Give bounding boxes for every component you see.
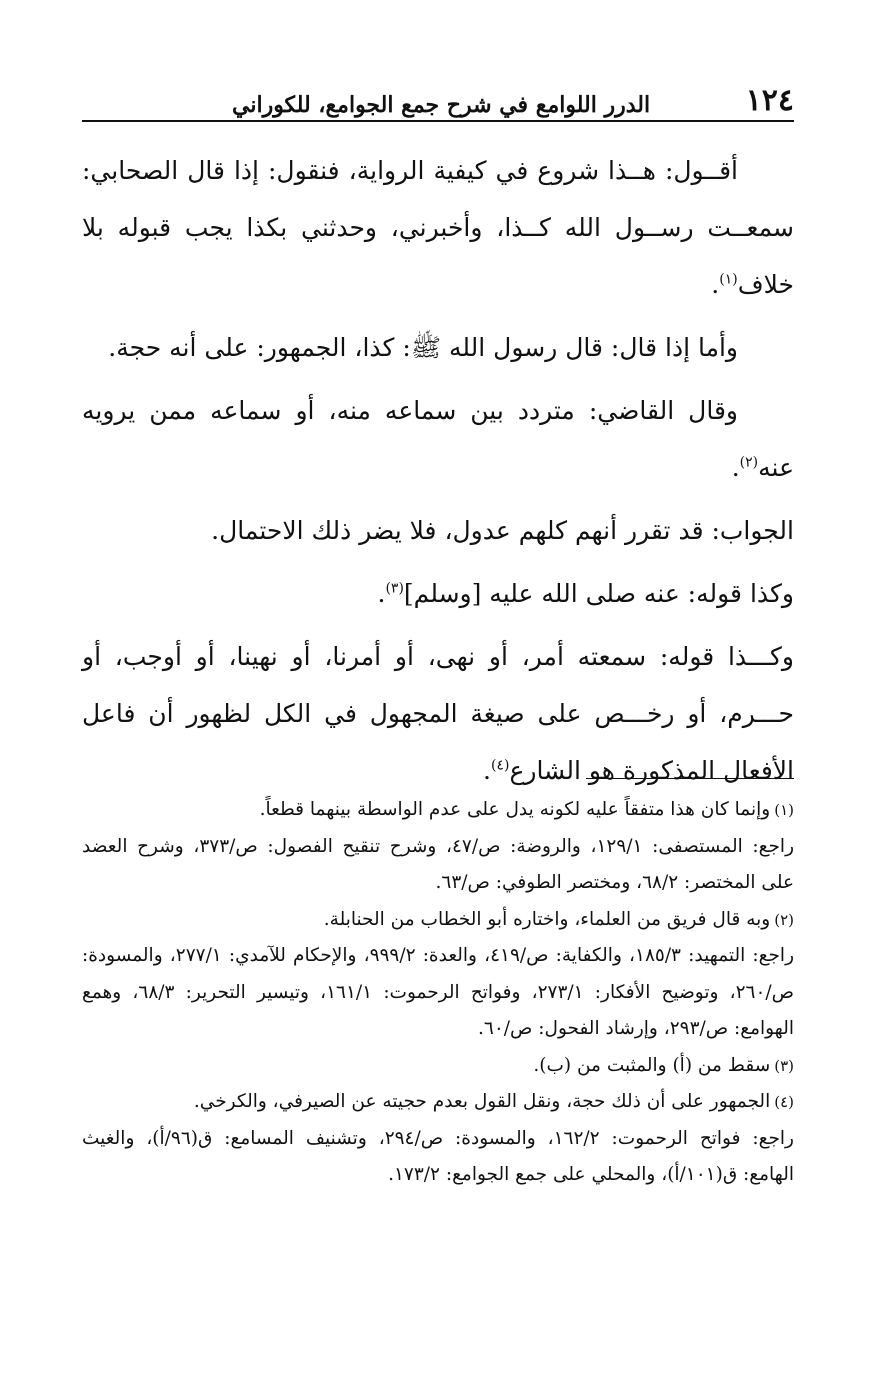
footnote-2-text: وبه قال فريق من العلماء، واختاره أبو الخطاب من الحنابلة. xyxy=(323,908,771,930)
footnote-2-references: راجع: التمهيد: ١٨٥/٣، والكفاية: ص/٤١٩، والعدة: ٩٩٩/٢، والإحكام للآمدي: ٢٧٧/١، والمسودة: ص/٢٦٠، وتوضيح الأفكار: ٢٧٣/١، وفواتح الرحموت: ١٦١/١، وتيسير التحرير: ٦٨/٣، وهمع الهوامع: ص/٢٩٣، وإرشاد الفحول: ص/٦٠. xyxy=(82,945,795,1039)
footnote-2-number: (٢) xyxy=(774,910,794,929)
paragraph-6: وكـــذا قوله: سمعته أمر، أو نهى، أو أمرنا، أو نهينا، أو أوجب، أو حـــرم، أو رخـــص على صيغة المجهول في الكل لظهور أن فاعل الأفعال المذكورة هو الشارع$^{(٤)}$. xyxy=(82,642,794,785)
footnote-3-number: (٣) xyxy=(774,1056,794,1075)
footnote-ref-1: (١) xyxy=(719,271,738,288)
footnote-3 xyxy=(82,1048,794,1085)
paragraph-4-text: الجواب: قد تقرر أنهم كلهم عدول، فلا يضر ذلك الاحتمال. xyxy=(211,516,794,545)
footnote-3-text: سقط من (أ) والمثبت من (ب). xyxy=(533,1054,771,1076)
footnote-4-text: الجمهور على أن ذلك حجة، ونقل القول بعدم حجيته عن الصيرفي، والكرخي. xyxy=(193,1091,771,1112)
paragraph-1: أقــول: هــذا شروع في كيفية الرواية، فنقول: إذا قال الصحابي: سمعــت رســول الله كــذا، وأخبرني، وحدثني بكذا يجب قبوله بلا خلاف$^{(١)}$. xyxy=(82,156,794,299)
running-title: الدرر اللوامع في شرح جمع الجوامع، للكوراني xyxy=(232,92,651,118)
paragraph-1-text: أقــول: هــذا شروع في كيفية الرواية، فنقول: إذا قال الصحابي: سمعــت رســول الله كــذا، وأخبرني، وحدثني بكذا يجب قبوله بلا خلاف xyxy=(82,156,794,299)
footnote-1-text: وإنما كان هذا متفقاً عليه لكونه يدل على عدم الواسطة بينهما قطعاً. xyxy=(259,799,771,820)
footnote-4-references: راجع: فواتح الرحموت: ١٦٢/٢، والمسودة: ص/٢٩٤، وتشنيف المسامع: ق(٩٦/أ)، والغيث الهامع: ق(١٠١/أ)، والمحلي على جمع الجوامع: ١٧٣/٢. xyxy=(82,1127,794,1185)
paragraph-3-text: وقال القاضي: متردد بين سماعه منه، أو سماعه ممن يرويه عنه xyxy=(82,396,794,482)
page-number: ١٢٤ xyxy=(745,83,794,118)
paragraph-5-text: وكذا قوله: عنه صلى الله عليه [وسلم] xyxy=(403,579,794,608)
footnote-1-number: (١) xyxy=(774,801,794,819)
footnote-ref-2: (٢) xyxy=(739,454,759,471)
footnotes xyxy=(82,792,794,1194)
paragraph-3: وقال القاضي: متردد بين سماعه منه، أو سماعه ممن يرويه عنه$^{(٢)}$. xyxy=(82,396,794,482)
paragraph-4 xyxy=(82,502,794,559)
paragraph-2-text: وأما إذا قال: قال رسول الله ﷺ: كذا، الجمهور: على أنه حجة. xyxy=(108,333,738,362)
footnote-ref-4: (٤) xyxy=(490,757,510,774)
paragraph-6-text: وكـــذا قوله: سمعته أمر، أو نهى، أو أمرنا، أو نهينا، أو أوجب، أو حـــرم، أو رخـــص على صيغة المجهول في الكل لظهور أن فاعل الأفعال المذكورة هو الشارع xyxy=(82,642,794,785)
footnote-2 xyxy=(82,902,794,939)
paragraph-2 xyxy=(82,319,794,376)
main-text xyxy=(82,142,794,799)
page-header xyxy=(82,82,794,122)
footnote-ref-3: (٣) xyxy=(385,580,404,597)
paragraph-5: وكذا قوله: عنه صلى الله عليه [وسلم]$^{(٣)}$. xyxy=(377,579,794,608)
footnote-4-number: (٤) xyxy=(774,1093,794,1111)
footnote-1-references: راجع: المستصفى: ١٢٩/١، والروضة: ص/٤٧، وشرح تنقيح الفصول: ص/٣٧٣، وشرح العضد على المختصر: ٦٨/٢، ومختصر الطوفي: ص/٦٣. xyxy=(82,835,794,893)
footnote-4 xyxy=(82,1084,794,1121)
footnote-1 xyxy=(82,792,794,829)
